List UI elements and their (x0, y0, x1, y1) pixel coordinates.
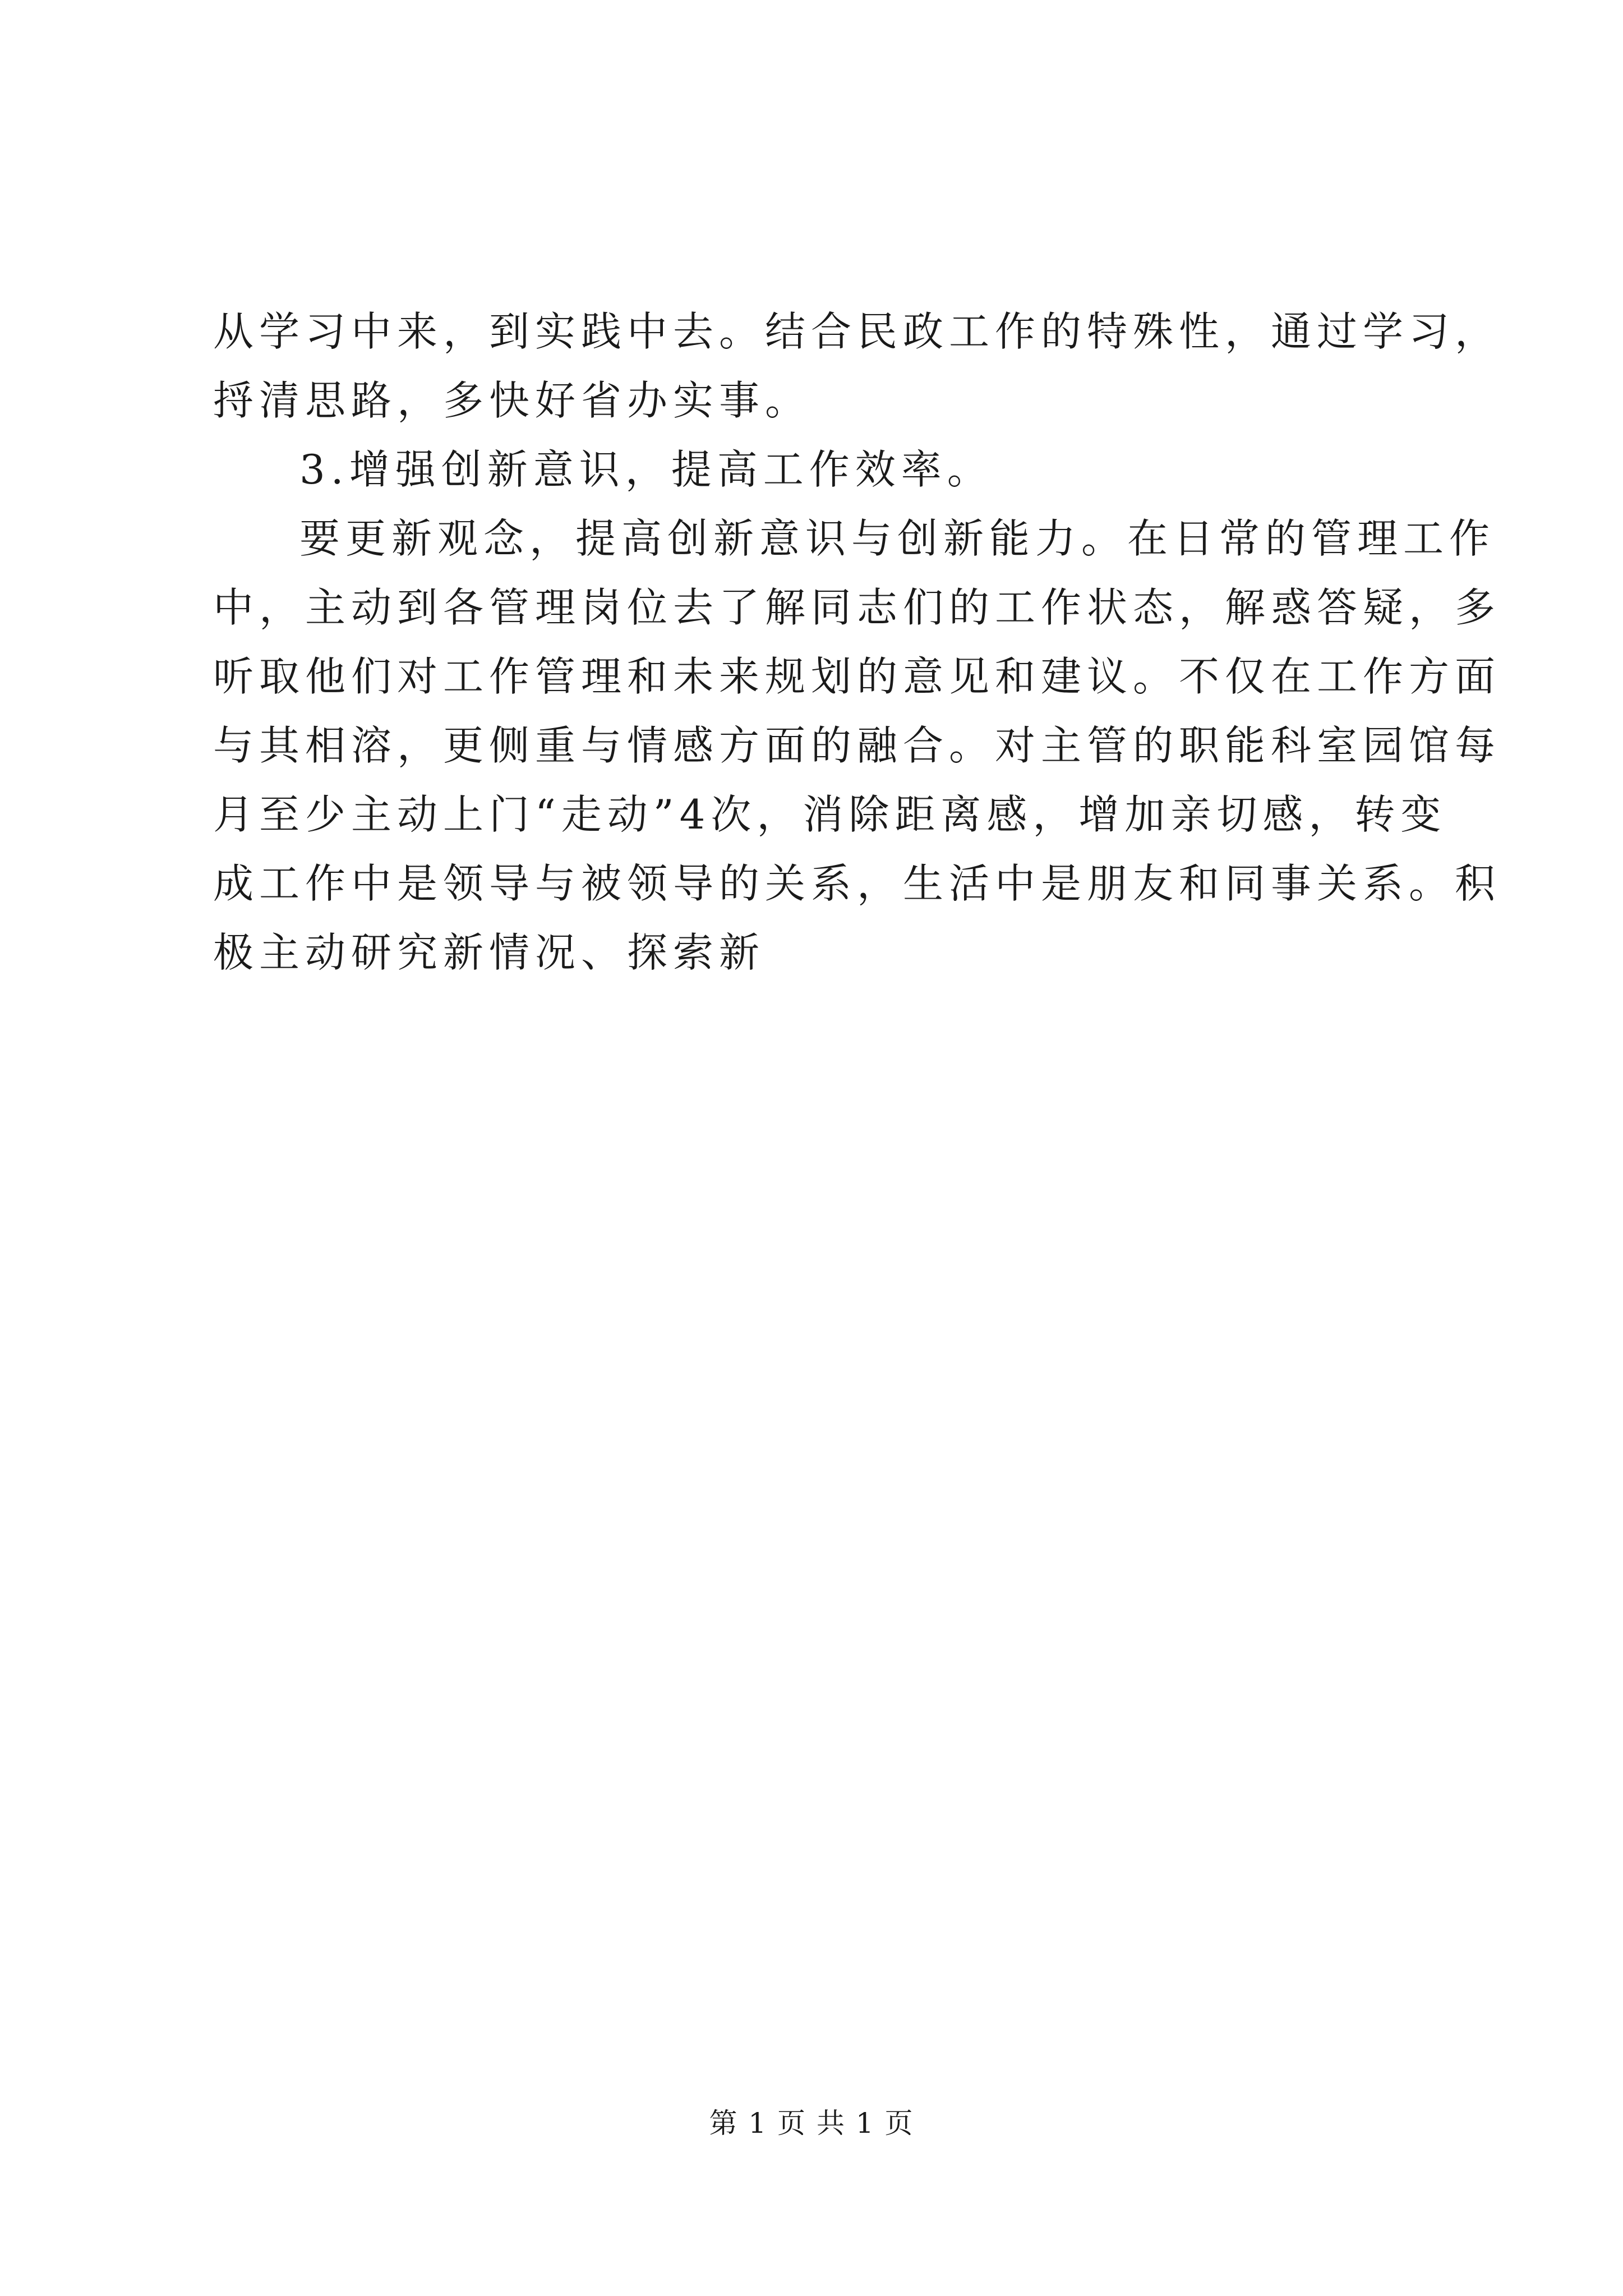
section-heading: 3.增强创新意识，提高工作效率。 (299, 446, 993, 493)
text-line: 中，主动到各管理岗位去了解同志们的工作状态，解惑答疑，多 (213, 584, 1501, 631)
page-number-footer: 第 1 页 共 1 页 (709, 2107, 914, 2139)
text-line: 极主动研究新情况、探索新 (213, 929, 766, 976)
text-line: 从学习中来，到实践中去。结合民政工作的特殊性，通过学习， (213, 308, 1501, 355)
text-line: 与其相溶，更侧重与情感方面的融合。对主管的职能科室园馆每 (213, 722, 1501, 769)
text-line: 成工作中是领导与被领导的关系，生活中是朋友和同事关系。积 (213, 860, 1501, 907)
text-line: 听取他们对工作管理和未来规划的意见和建议。不仅在工作方面 (213, 653, 1501, 700)
text-line: 要更新观念，提高创新意识与创新能力。在日常的管理工作 (299, 515, 1496, 562)
text-line: 捋清思路，多快好省办实事。 (213, 377, 811, 424)
document-body (213, 297, 1501, 987)
text-line: 月至少主动上门“走动”4次，消除距离感，增加亲切感，转变 (213, 791, 1447, 838)
